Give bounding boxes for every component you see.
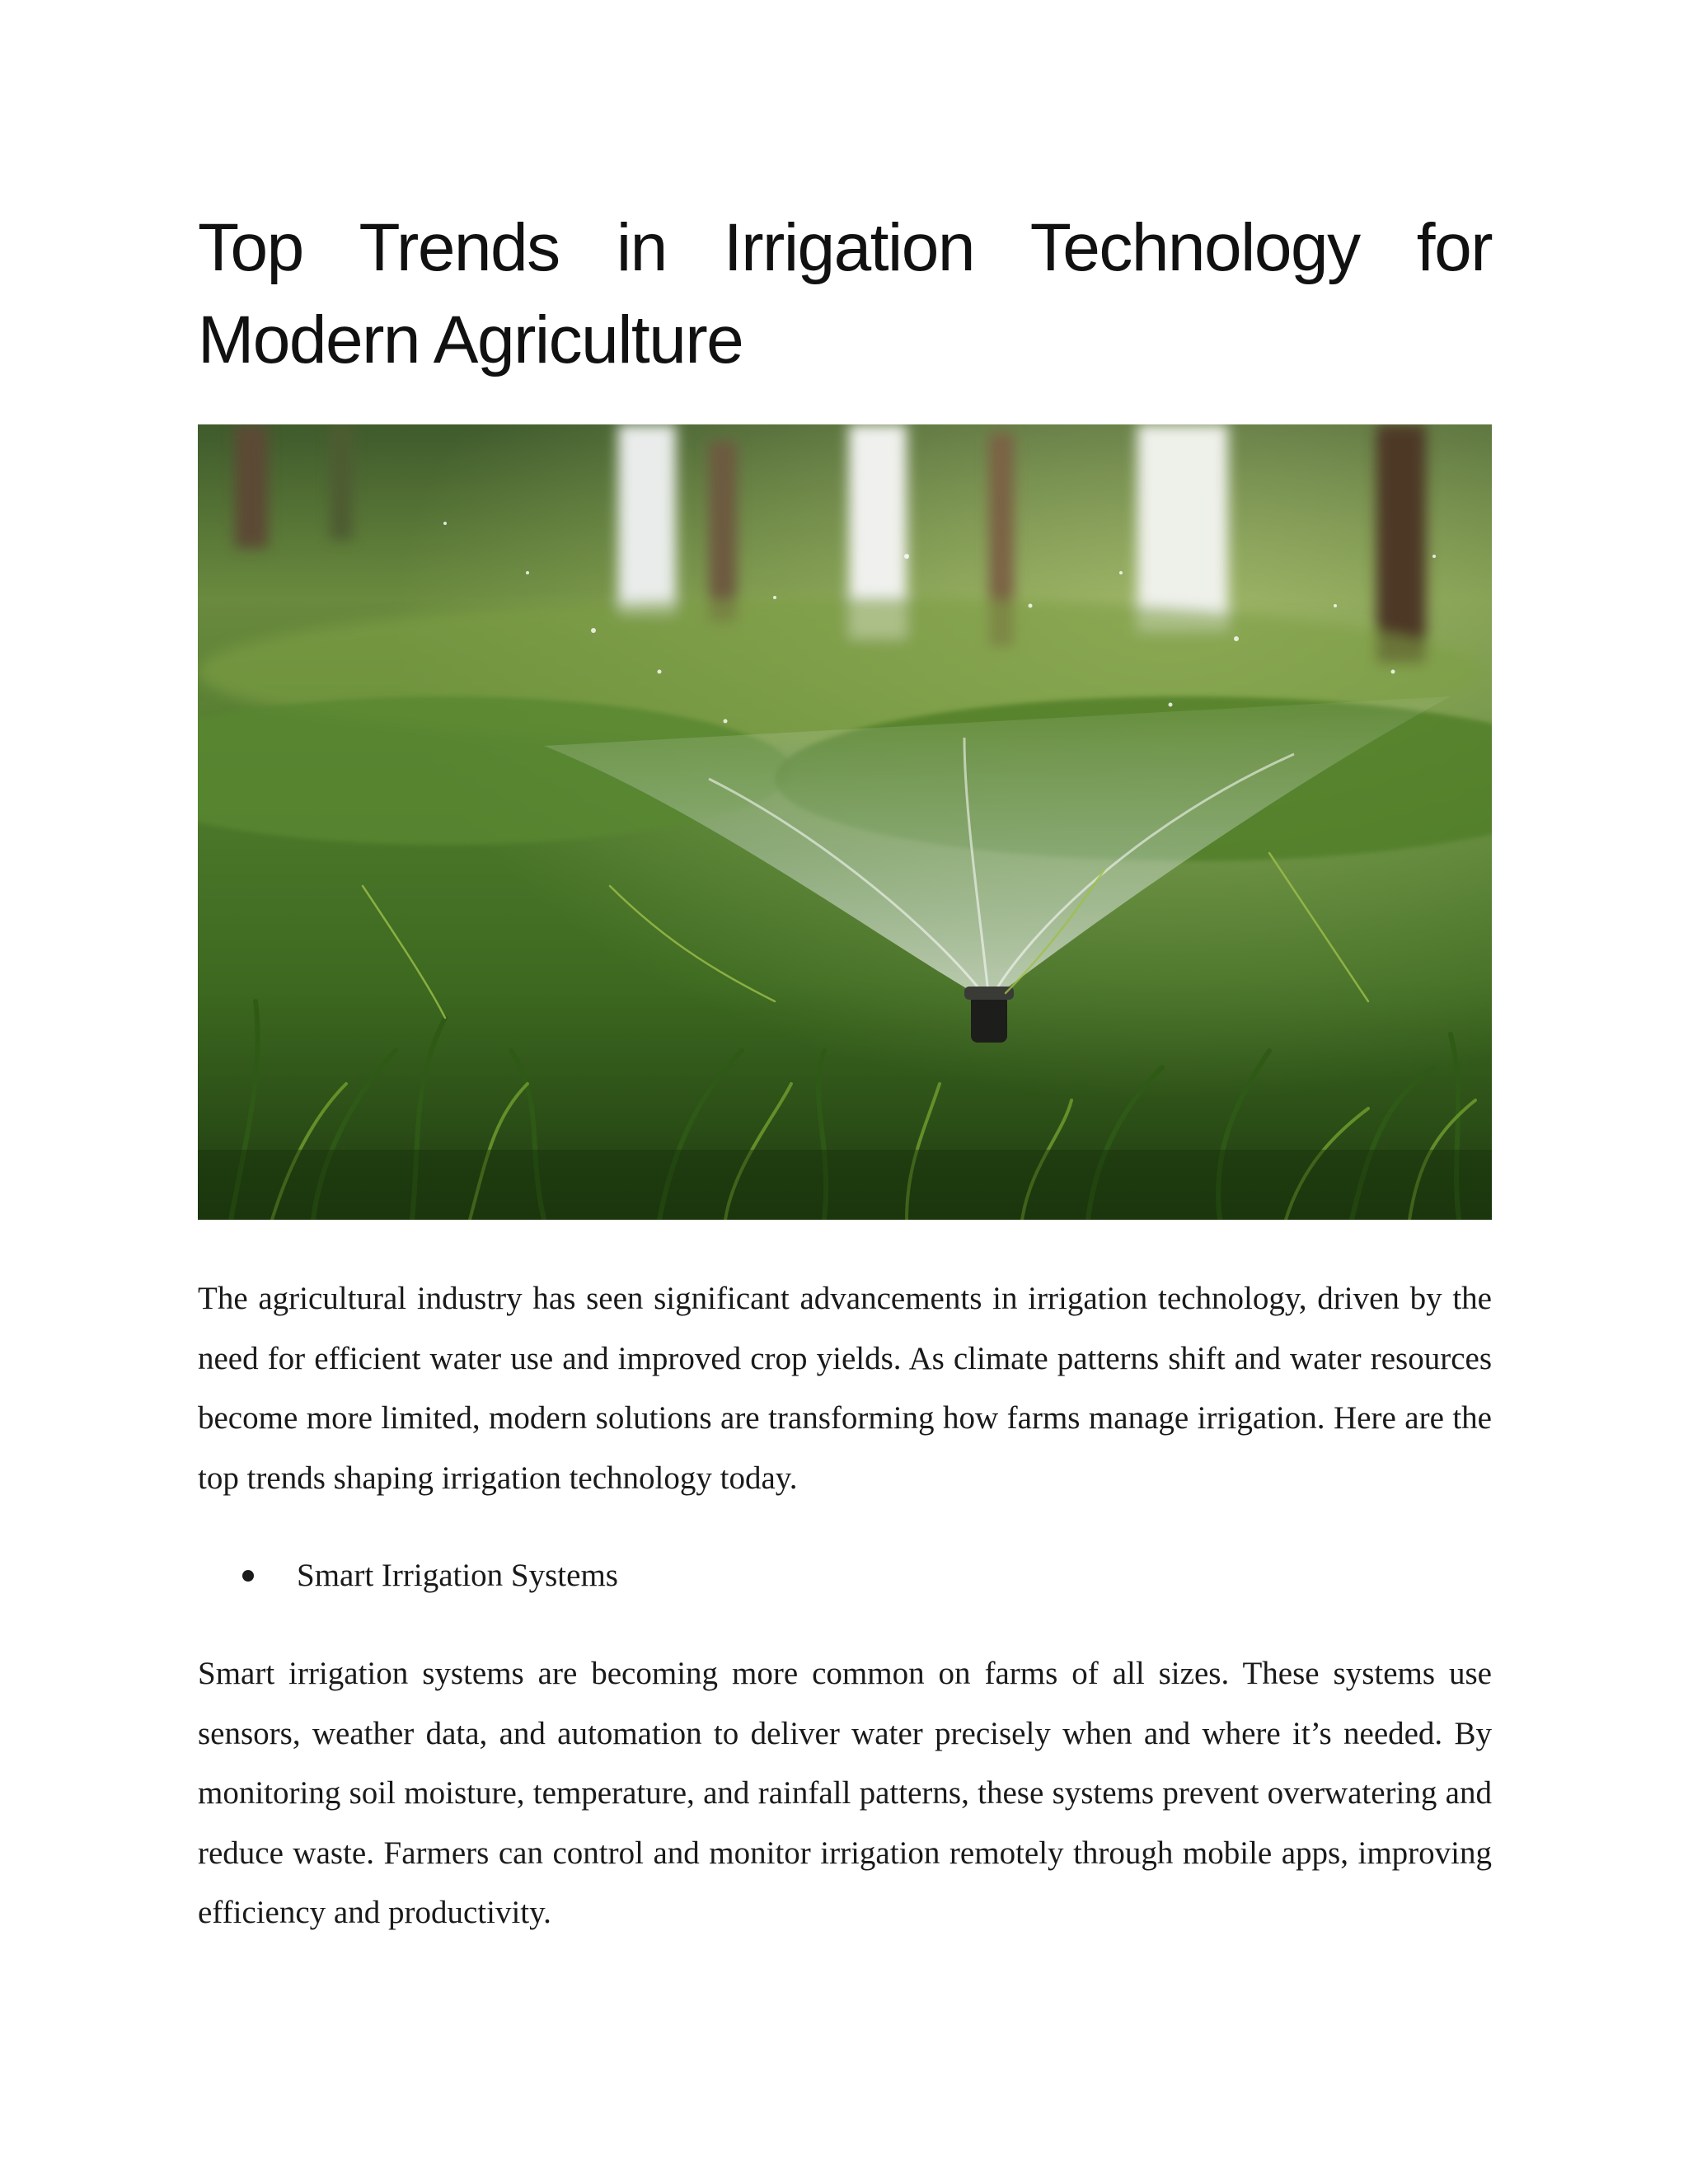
bullet-label: Smart Irrigation Systems [297, 1558, 618, 1593]
smart-irrigation-paragraph: Smart irrigation systems are becoming more common on farms of all sizes. These systems use sensors, weather data, and automation to deliver water precisely when and where it’s needed. By monitoring soil moisture, temperature, and rainfall patterns, these systems prevent overwatering and reduce waste. Farmers can control and monitor irrigation remotely through mobile apps, improving efficiency and productivity. [198, 1656, 1492, 1930]
trend-bullet-list [198, 1546, 1492, 1605]
page-title: Top Trends in Irrigation Technology for Modern Agriculture [198, 210, 1492, 377]
bullet-icon [242, 1570, 254, 1582]
intro-paragraph: The agricultural industry has seen significant advancements in irrigation technology, driven by the need for efficient water use and improved crop yields. As climate patterns shift and water resources become more limited, modern solutions are transforming how farms manage irrigation. Here are the top trends shaping irrigation technology today. [198, 1281, 1492, 1496]
list-item [198, 1546, 1492, 1605]
hero-image [198, 424, 1492, 1220]
